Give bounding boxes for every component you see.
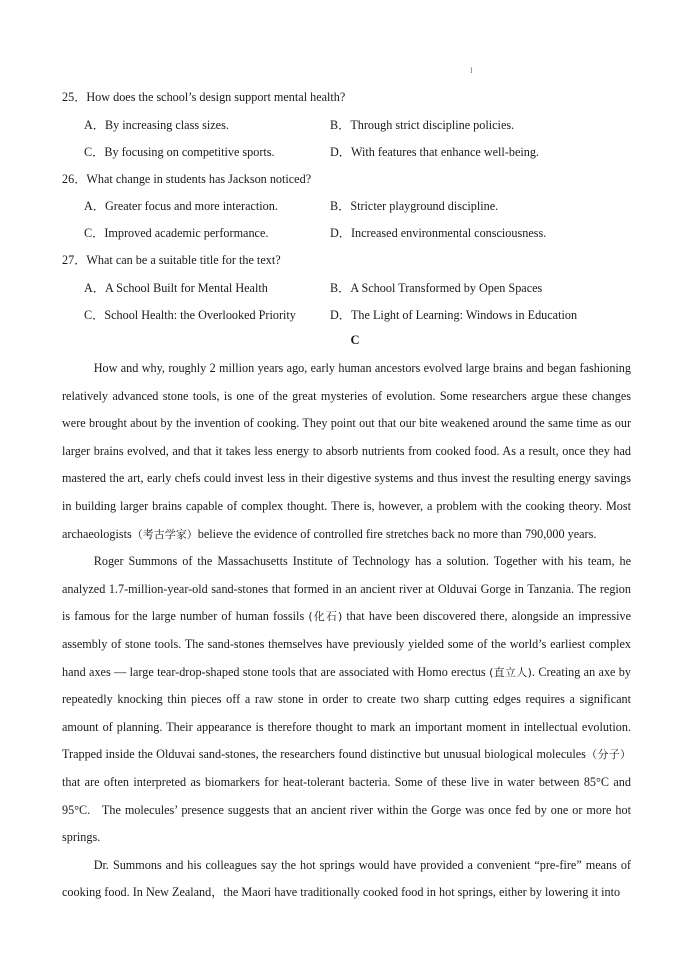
passage-paragraph-2 (62, 548, 631, 852)
question-27-option-a: A．A School Built for Mental Health (84, 281, 268, 295)
question-25-option-a: A．By increasing class sizes. (84, 118, 229, 132)
section-heading: C (350, 333, 360, 347)
question-25-option-d: D．With features that enhance well-being. (330, 145, 539, 159)
p3-text-a: Dr. Summons and his colleagues say the hot springs would have provided a convenient “pre-fire” means of cooking food. In New Zealand，the Maori have traditionally cooked food in hot springs, either by lowering it into (62, 857, 631, 900)
question-26-option-d: D．Increased environmental consciousness. (330, 226, 547, 240)
p2-text-c: . Creating an axe by repeatedly knocking thin pieces off a raw stone in order to create two sharp cutting edges requires a significant amount of planning. Their appearance is therefore thought to mark an important moment in intellectual evolution. Trapped inside the Olduvai sand-stones, the researchers found distinctive but unusual biological molecules (62, 664, 631, 762)
question-26-option-c: C．Improved academic performance. (84, 226, 269, 240)
question-26-stem: 26．What change in students has Jackson noticed? (62, 172, 312, 186)
reading-passage (62, 355, 631, 907)
p2-text-b: that have been discovered there, alongside an impressive assembly of stone tools. The sand-stones themselves have previously yielded some of the world’s earliest complex hand axes — large tear-drop-shaped stone tools that are associated with Homo erectus (62, 609, 632, 679)
p1-text-a: How and why, roughly 2 million years ago, early human ancestors evolved large brains and began fashioning relatively advanced stone tools, is one of the great mysteries of evolution. Some researchers argue these changes were brought about by the invention of cooking. They point out that our bite weakened around the same time as our larger brains evolved, and that it takes less energy to absorb nutrients from cooked food. As a result, once they had mastered the art, early chefs could invest less in their digestive systems and thus invest the resulting energy savings in building larger brains capable of complex thought. There is, however, a problem with the cooking theory. Most archaeologists (62, 361, 631, 541)
p2-text-d: that are often interpreted as biomarkers for heat-tolerant bacteria. Some of these live in water between 85°C and 95°C. The molecules’ presence suggests that an ancient river within the Gorge was once fed by one or more hot springs. (62, 774, 631, 845)
p2-gloss-molecules: （分子） (585, 748, 632, 762)
question-27-stem: 27．What can be a suitable title for the text? (62, 253, 281, 267)
page-mark: I (470, 66, 473, 75)
passage-paragraph-1 (62, 355, 631, 548)
p2-gloss-homo-erectus: (直立人) (489, 665, 532, 679)
question-27-option-c: C．School Health: the Overlooked Priority (84, 308, 296, 322)
question-25-stem: 25．How does the school’s design support mental health? (62, 90, 346, 104)
question-25-option-b: B．Through strict discipline policies. (330, 118, 515, 132)
question-27-option-b: B．A School Transformed by Open Spaces (330, 281, 543, 295)
p1-text-b: believe the evidence of controlled fire stretches back no more than 790,000 years. (197, 526, 597, 541)
p2-text-a: Roger Summons of the Massachusetts Institute of Technology has a solution. Together with his team, he analyzed 1.7-million-year-old sand-stones that formed in an ancient river at Olduvai Gorge in Tanzania. The region is famous for the large number of human fossils (62, 554, 631, 624)
question-27-option-d: D．The Light of Learning: Windows in Education (330, 308, 578, 322)
p1-gloss-archaeologists: （考古学家） (131, 527, 198, 541)
passage-paragraph-3 (62, 852, 631, 907)
question-25-option-c: C．By focusing on competitive sports. (84, 145, 275, 159)
question-26-option-a: A．Greater focus and more interaction. (84, 199, 278, 213)
p2-gloss-fossils: (化石) (308, 610, 343, 624)
question-26-option-b: B．Stricter playground discipline. (330, 199, 499, 213)
